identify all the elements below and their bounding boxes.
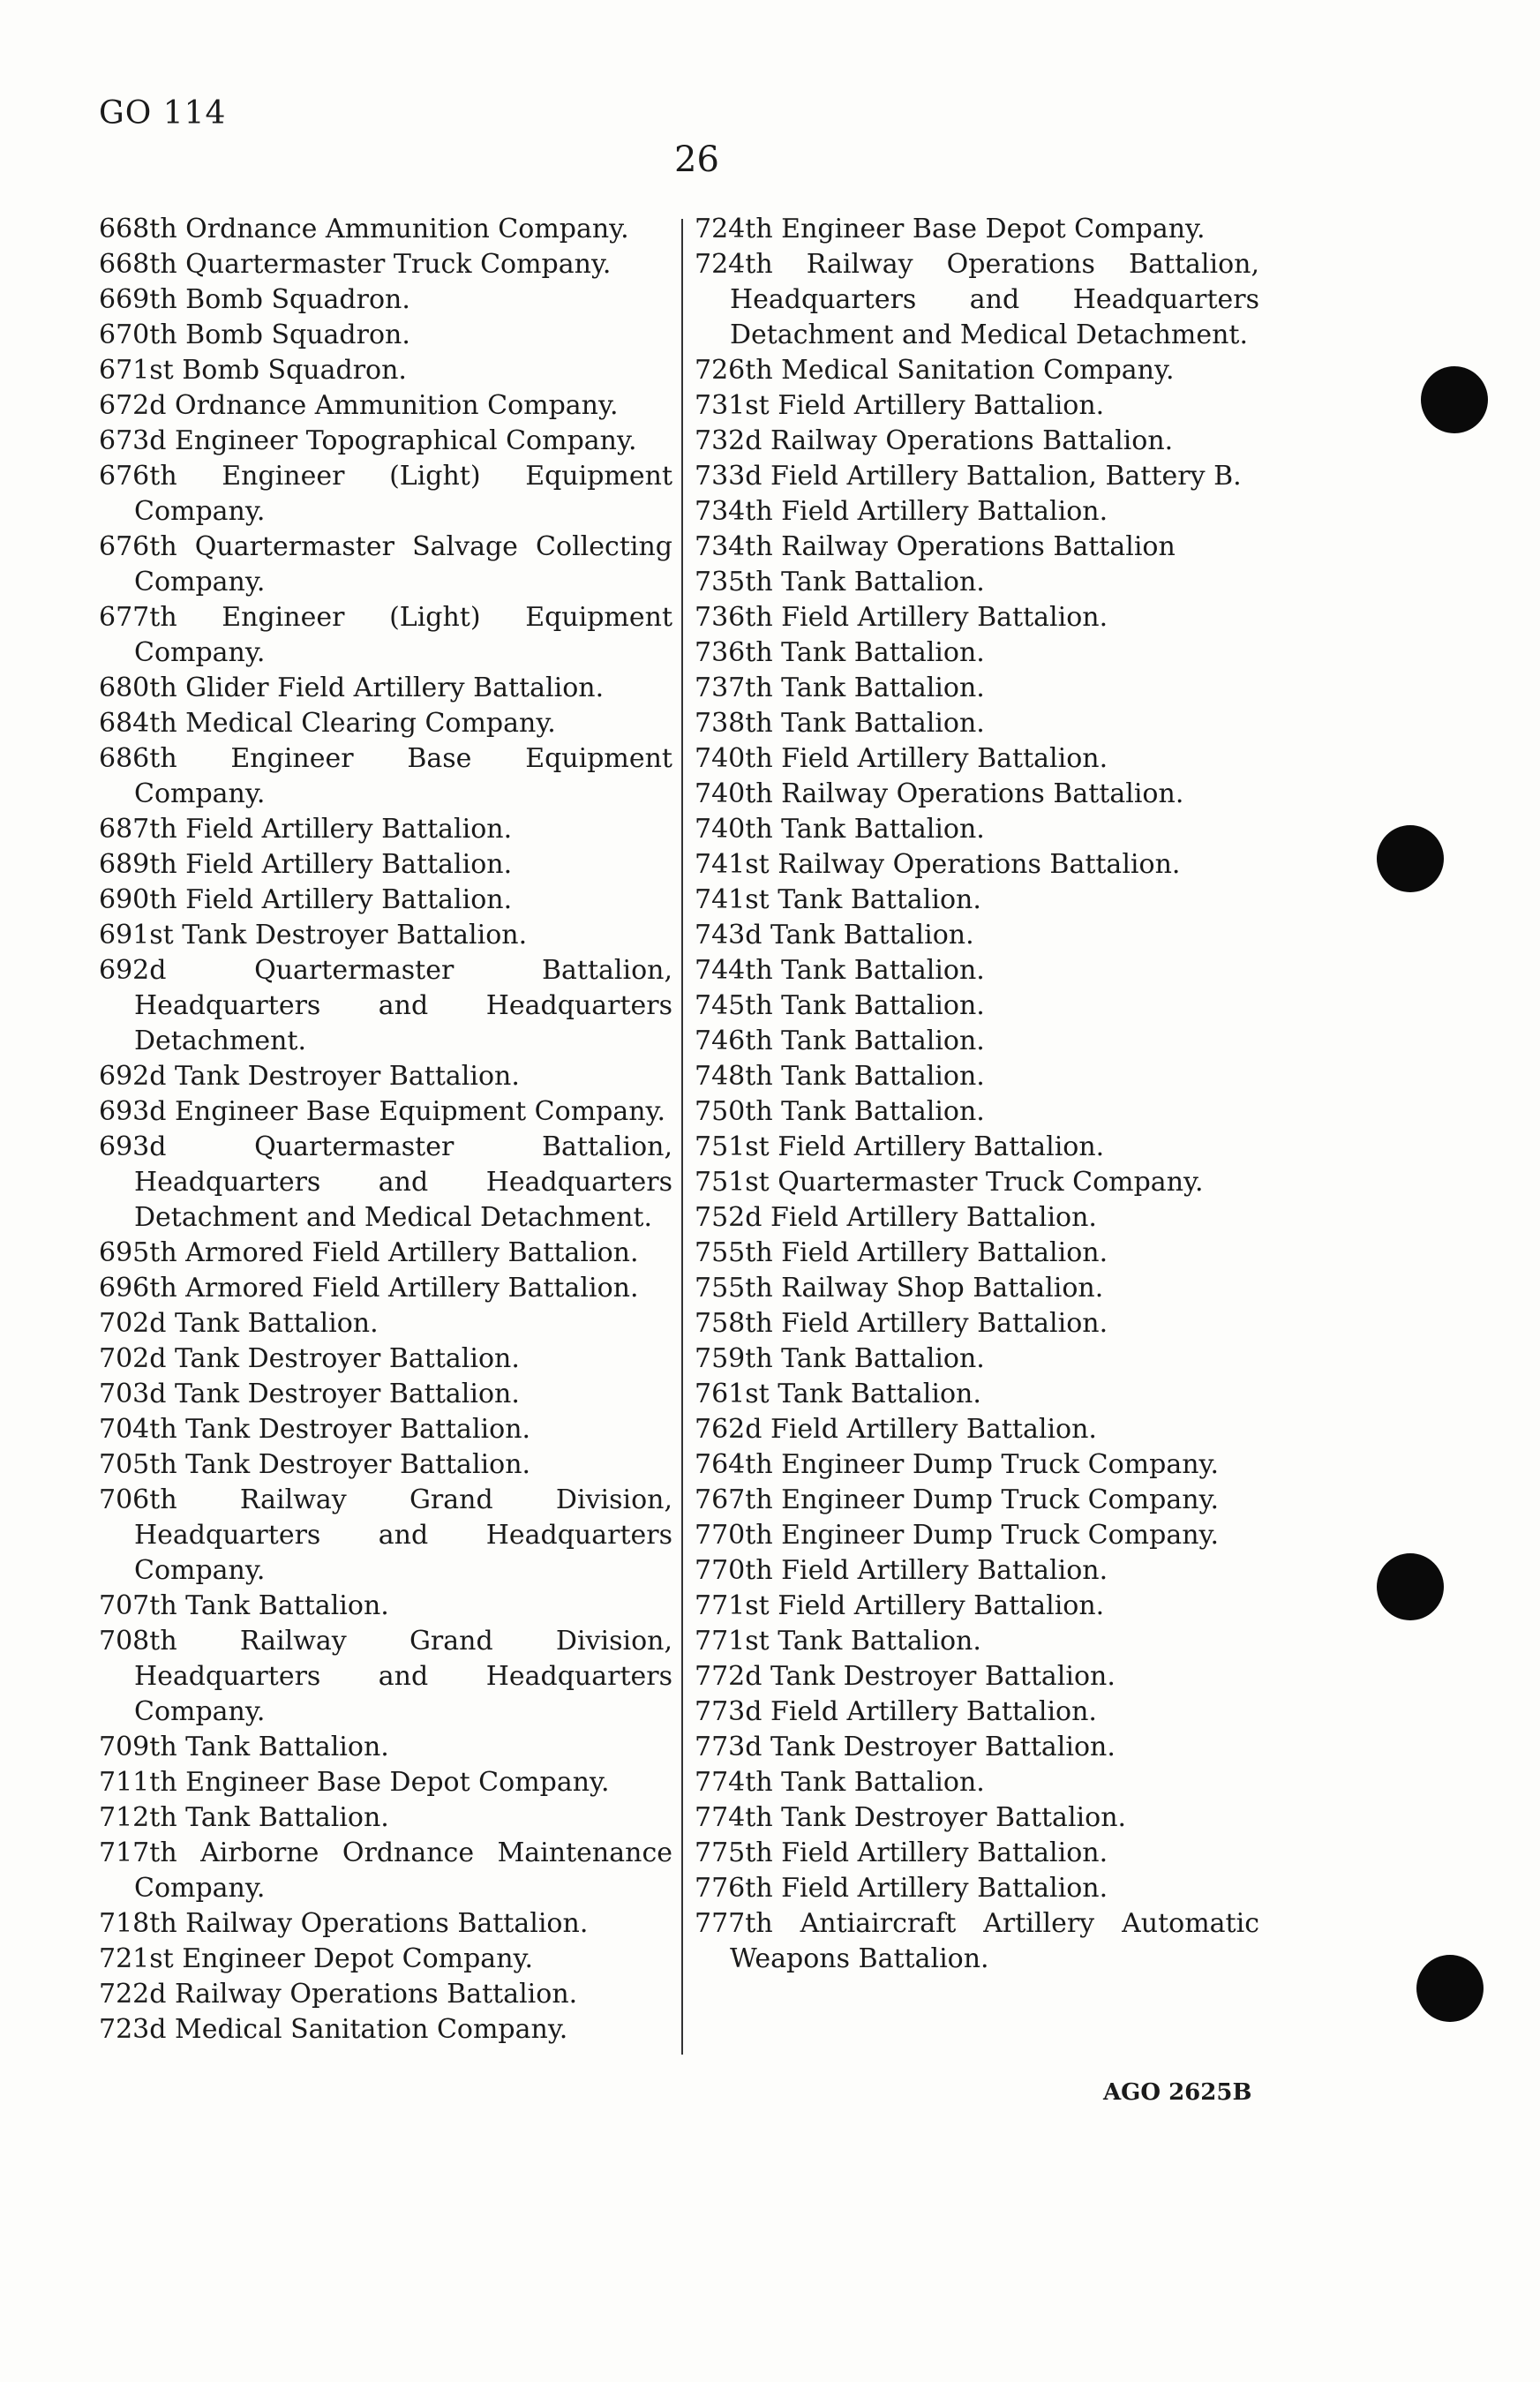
unit-entry: 696th Armored Field Artillery Battalion. [99, 1273, 639, 1304]
unit-entry: 708th Railway Grand Division, Headquarters and Headquarters Company. [99, 1626, 672, 1727]
unit-entry: 693d Quartermaster Battalion, Headquarters and Headquarters Detachment and Medical Detachment. [99, 1131, 672, 1233]
unit-entry: 732d Railway Operations Battalion. [695, 425, 1174, 456]
unit-entry: 680th Glider Field Artillery Battalion. [99, 673, 605, 703]
unit-entry: 758th Field Artillery Battalion. [695, 1308, 1108, 1339]
unit-entry: 702d Tank Destroyer Battalion. [99, 1343, 520, 1374]
unit-entry: 695th Armored Field Artillery Battalion. [99, 1237, 639, 1268]
punch-hole [1416, 1955, 1484, 2022]
unit-entry: 774th Tank Destroyer Battalion. [695, 1802, 1127, 1833]
unit-entry: 733d Field Artillery Battalion, Battery B. [695, 461, 1242, 492]
unit-entry: 751st Quartermaster Truck Company. [695, 1167, 1204, 1198]
unit-entry: 767th Engineer Dump Truck Company. [695, 1484, 1220, 1515]
unit-entry: 752d Field Artillery Battalion. [695, 1202, 1097, 1233]
unit-entry: 677th Engineer (Light) Equipment Company. [99, 602, 672, 668]
unit-entry: 761st Tank Battalion. [695, 1379, 981, 1409]
unit-entry: 693d Engineer Base Equipment Company. [99, 1096, 666, 1127]
unit-entry: 740th Tank Battalion. [695, 814, 985, 845]
unit-entry: 689th Field Artillery Battalion. [99, 849, 513, 880]
column-divider [681, 219, 683, 2055]
unit-entry: 744th Tank Battalion. [695, 955, 985, 986]
unit-entry: 726th Medical Sanitation Company. [695, 355, 1175, 386]
unit-entry: 740th Field Artillery Battalion. [695, 743, 1108, 774]
unit-entry: 776th Field Artillery Battalion. [695, 1873, 1108, 1904]
unit-entry: 746th Tank Battalion. [695, 1026, 985, 1056]
document-code: GO 114 [99, 95, 227, 131]
unit-entry: 775th Field Artillery Battalion. [695, 1837, 1108, 1868]
unit-entry: 692d Quartermaster Battalion, Headquarters and Headquarters Detachment. [99, 955, 672, 1056]
unit-entry: 702d Tank Battalion. [99, 1308, 379, 1339]
unit-entry: 734th Field Artillery Battalion. [695, 496, 1108, 527]
unit-entry: 690th Field Artillery Battalion. [99, 884, 513, 915]
unit-entry: 712th Tank Battalion. [99, 1802, 389, 1833]
punch-hole [1377, 825, 1444, 892]
unit-entry: 707th Tank Battalion. [99, 1590, 389, 1621]
unit-entry: 691st Tank Destroyer Battalion. [99, 920, 528, 951]
unit-entry: 692d Tank Destroyer Battalion. [99, 1061, 520, 1092]
unit-entry: 741st Railway Operations Battalion. [695, 849, 1181, 880]
unit-entry: 731st Field Artillery Battalion. [695, 390, 1105, 421]
unit-entry: 734th Railway Operations Battalion [695, 531, 1176, 562]
unit-entry: 771st Field Artillery Battalion. [695, 1590, 1105, 1621]
unit-entry: 703d Tank Destroyer Battalion. [99, 1379, 520, 1409]
unit-entry: 717th Airborne Ordnance Maintenance Company. [99, 1837, 672, 1904]
unit-entry: 741st Tank Battalion. [695, 884, 981, 915]
unit-entry: 711th Engineer Base Depot Company. [99, 1767, 610, 1798]
unit-entry: 671st Bomb Squadron. [99, 355, 407, 386]
punch-hole [1377, 1553, 1444, 1620]
unit-entry: 773d Tank Destroyer Battalion. [695, 1732, 1116, 1762]
unit-entry: 770th Engineer Dump Truck Company. [695, 1520, 1220, 1551]
unit-entry: 736th Tank Battalion. [695, 637, 985, 668]
unit-entry: 687th Field Artillery Battalion. [99, 814, 513, 845]
unit-entry: 718th Railway Operations Battalion. [99, 1908, 589, 1939]
unit-entry: 724th Railway Operations Battalion, Headquarters and Headquarters Detachment and Medical Detachment. [695, 249, 1259, 350]
unit-entry: 759th Tank Battalion. [695, 1343, 985, 1374]
unit-entry: 748th Tank Battalion. [695, 1061, 985, 1092]
unit-entry: 770th Field Artillery Battalion. [695, 1555, 1108, 1586]
page-number: 26 [674, 139, 719, 180]
unit-entry: 676th Engineer (Light) Equipment Company. [99, 461, 672, 527]
footer-code: AGO 2625B [1103, 2079, 1252, 2106]
unit-entry: 737th Tank Battalion. [695, 673, 985, 703]
unit-entry: 751st Field Artillery Battalion. [695, 1131, 1105, 1162]
unit-entry: 750th Tank Battalion. [695, 1096, 985, 1127]
unit-entry: 777th Antiaircraft Artillery Automatic Weapons Battalion. [695, 1908, 1259, 1974]
left-column [99, 212, 672, 2048]
unit-entry: 722d Railway Operations Battalion. [99, 1979, 578, 2010]
punch-hole [1421, 366, 1488, 433]
unit-entry: 772d Tank Destroyer Battalion. [695, 1661, 1116, 1692]
unit-entry: 738th Tank Battalion. [695, 708, 985, 739]
unit-entry: 745th Tank Battalion. [695, 990, 985, 1021]
unit-entry: 684th Medical Clearing Company. [99, 708, 556, 739]
unit-entry: 673d Engineer Topographical Company. [99, 425, 637, 456]
unit-entry: 676th Quartermaster Salvage Collecting Company. [99, 531, 672, 597]
unit-entry: 774th Tank Battalion. [695, 1767, 985, 1798]
unit-entry: 709th Tank Battalion. [99, 1732, 389, 1762]
unit-entry: 668th Quartermaster Truck Company. [99, 249, 612, 280]
unit-entry: 705th Tank Destroyer Battalion. [99, 1449, 531, 1480]
unit-entry: 723d Medical Sanitation Company. [99, 2014, 568, 2045]
unit-entry: 706th Railway Grand Division, Headquarters and Headquarters Company. [99, 1484, 672, 1586]
unit-entry: 755th Railway Shop Battalion. [695, 1273, 1104, 1304]
unit-entry: 755th Field Artillery Battalion. [695, 1237, 1108, 1268]
unit-entry: 762d Field Artillery Battalion. [695, 1414, 1097, 1445]
unit-entry: 669th Bomb Squadron. [99, 284, 410, 315]
unit-entry: 686th Engineer Base Equipment Company. [99, 743, 672, 809]
unit-entry: 740th Railway Operations Battalion. [695, 778, 1184, 809]
unit-entry: 704th Tank Destroyer Battalion. [99, 1414, 531, 1445]
unit-entry: 670th Bomb Squadron. [99, 319, 410, 350]
unit-entry: 735th Tank Battalion. [695, 567, 985, 597]
unit-entry: 724th Engineer Base Depot Company. [695, 214, 1206, 244]
unit-entry: 764th Engineer Dump Truck Company. [695, 1449, 1220, 1480]
unit-entry: 721st Engineer Depot Company. [99, 1943, 534, 1974]
unit-entry: 672d Ordnance Ammunition Company. [99, 390, 619, 421]
unit-entry: 668th Ordnance Ammunition Company. [99, 214, 629, 244]
unit-entry: 743d Tank Battalion. [695, 920, 974, 951]
unit-entry: 736th Field Artillery Battalion. [695, 602, 1108, 633]
unit-entry: 771st Tank Battalion. [695, 1626, 981, 1657]
right-column [695, 212, 1259, 1977]
unit-entry: 773d Field Artillery Battalion. [695, 1696, 1097, 1727]
